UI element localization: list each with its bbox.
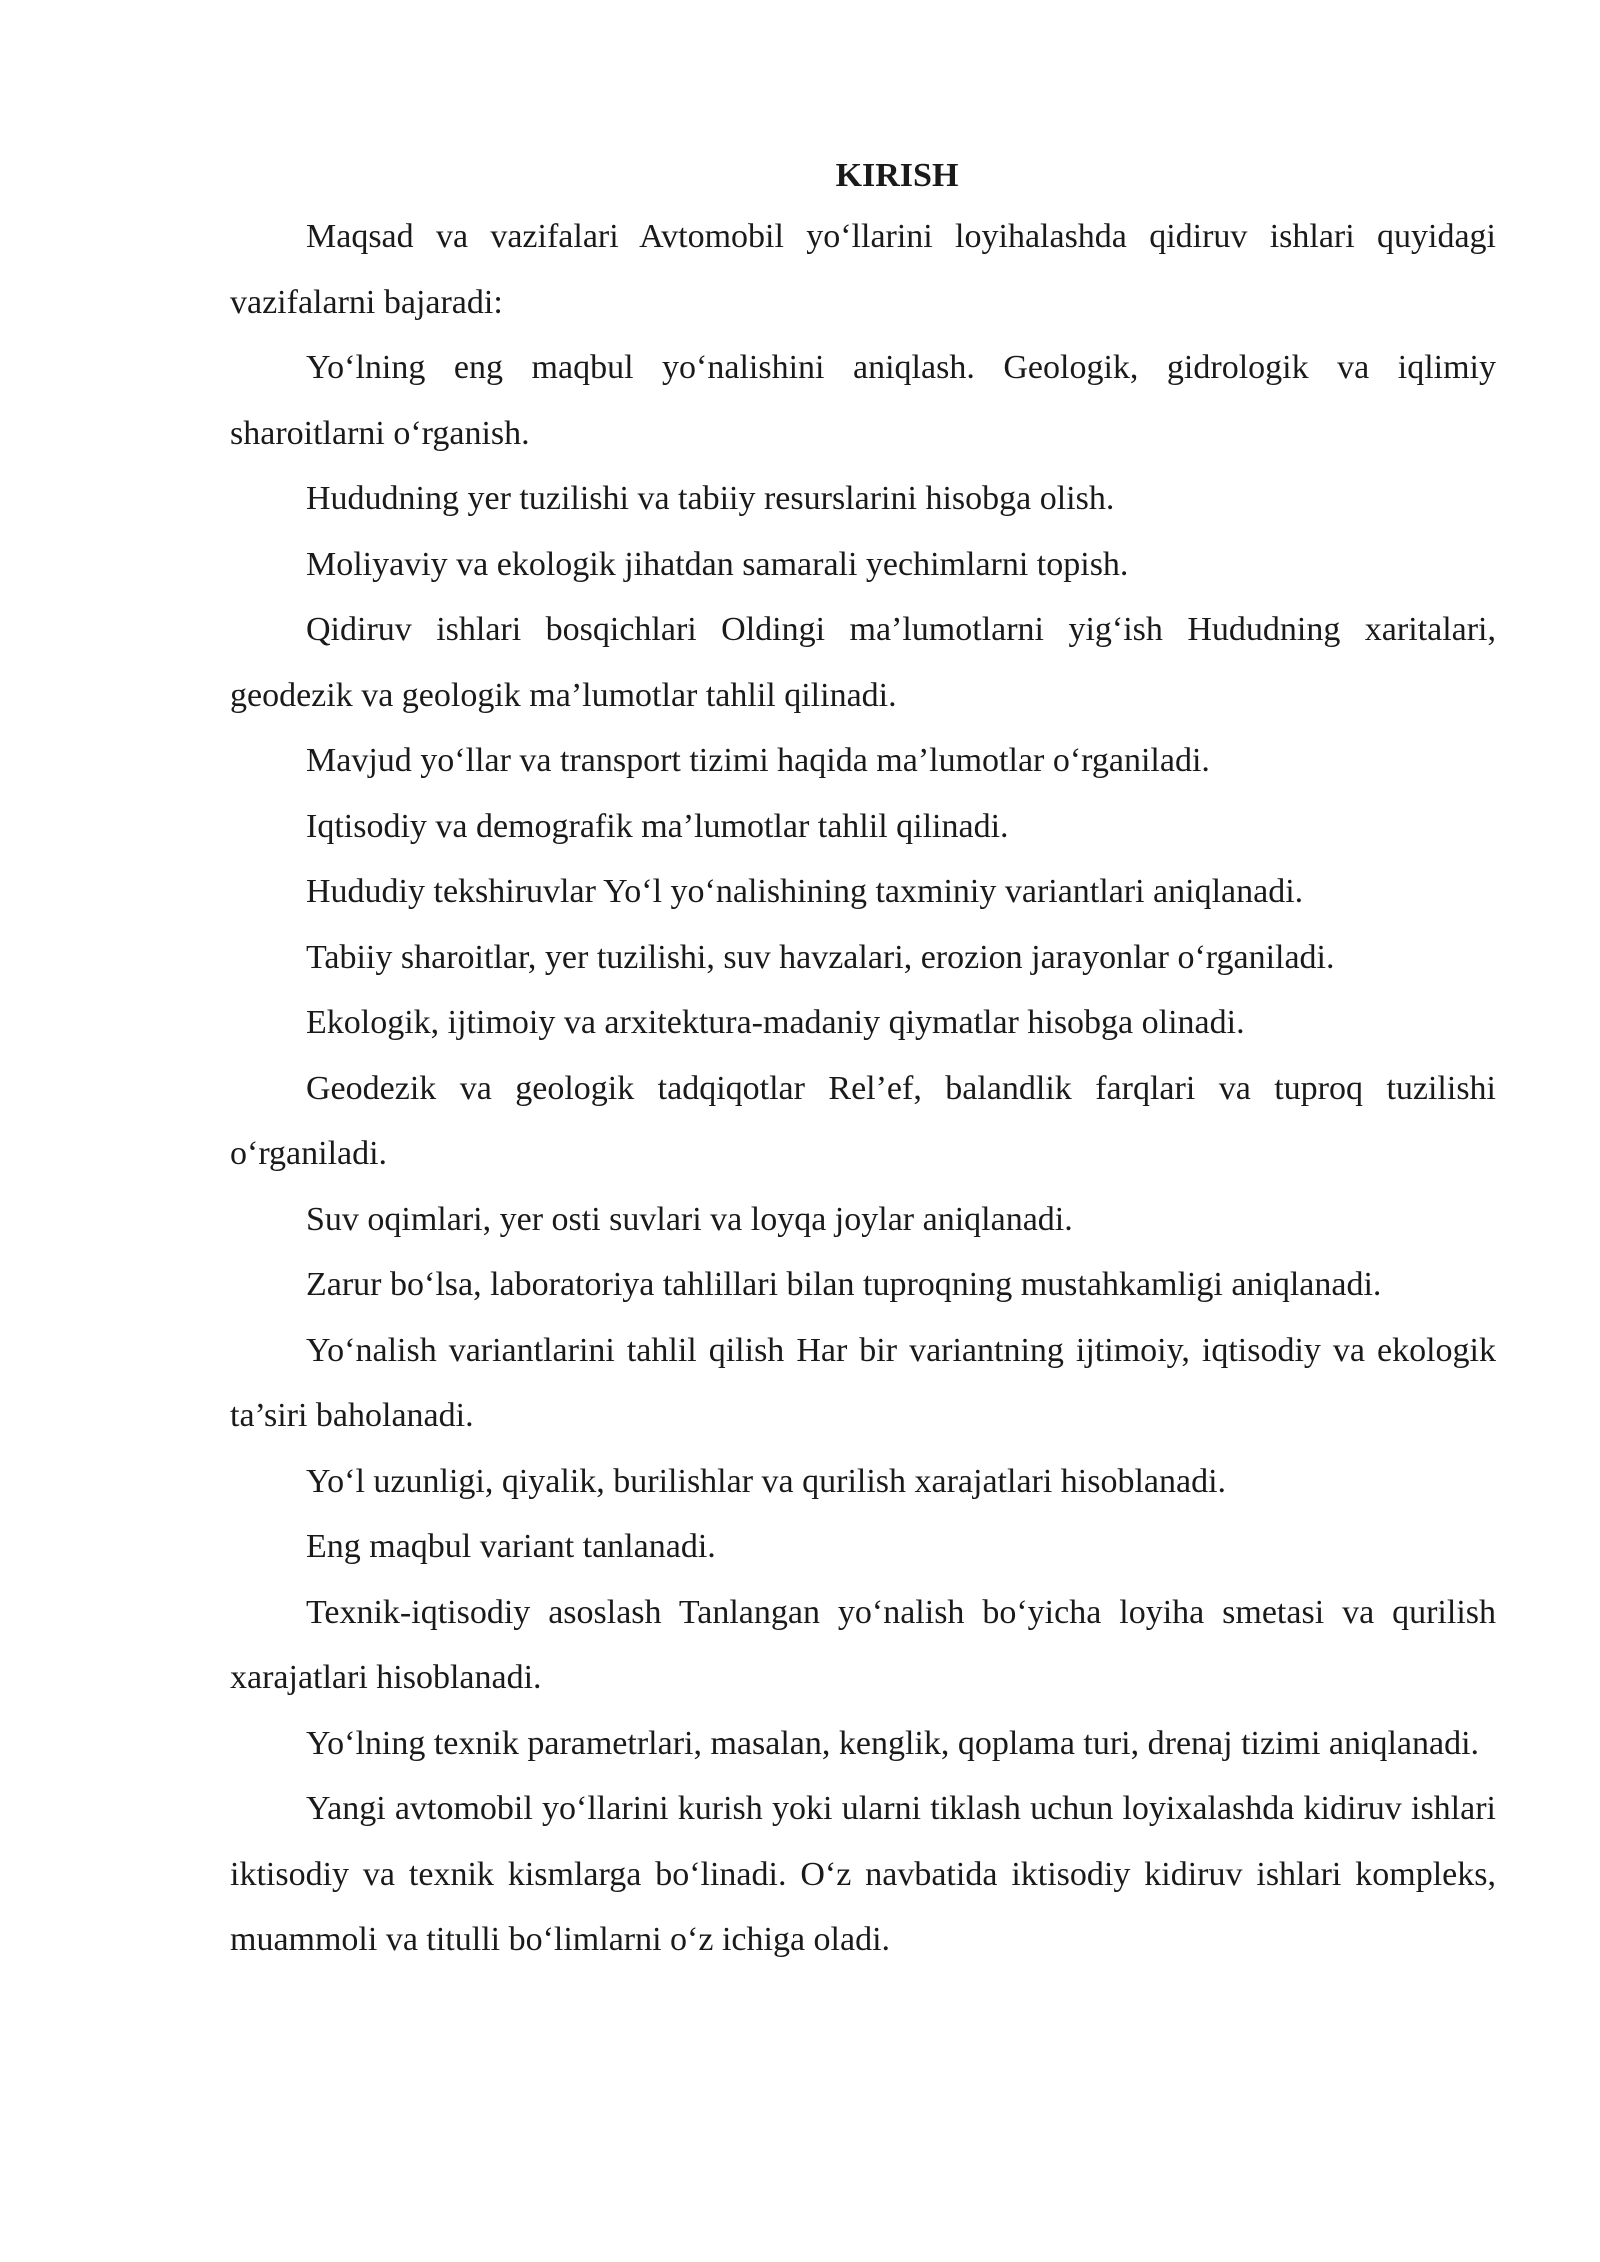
document-body [230, 148, 1496, 1973]
paragraph: Geodezik va geologik tadqiqotlar Rel’ef, balandlik farqlari va tuproq tuzilishi o‘rganiladi. [230, 1069, 1496, 1172]
paragraph: Yo‘nalish variantlarini tahlil qilish Har bir variantning ijtimoiy, iqtisodiy va ekologik ta’siri baholanadi. [230, 1331, 1496, 1434]
paragraph: Eng maqbul variant tanlanadi. [306, 1528, 716, 1565]
paragraph: Tabiiy sharoitlar, yer tuzilishi, suv havzalari, erozion jarayonlar o‘rganiladi. [306, 938, 1335, 976]
paragraph: Yo‘lning texnik parametrlari, masalan, kenglik, qoplama turi, drenaj tizimi aniqlanadi. [306, 1724, 1480, 1762]
paragraph: Suv oqimlari, yer osti suvlari va loyqa joylar aniqlanadi. [306, 1200, 1073, 1238]
paragraph: Ekologik, ijtimoiy va arxitektura-madaniy qiymatlar hisobga olinadi. [306, 1004, 1245, 1041]
paragraph: Qidiruv ishlari bosqichlari Oldingi ma’lumotlarni yig‘ish Hududning xaritalari, geodezik va geologik ma’lumotlar tahlil qilinadi. [230, 611, 1496, 714]
paragraph: Texnik-iqtisodiy asoslash Tanlangan yo‘nalish bo‘yicha loyiha smetasi va qurilish xarajatlari hisoblanadi. [230, 1593, 1496, 1696]
paragraph: Hududiy tekshiruvlar Yo‘l yo‘nalishining taxminiy variantlari aniqlanadi. [306, 873, 1304, 910]
paragraph: Zarur bo‘lsa, laboratoriya tahlillari bilan tuproqning mustahkamligi aniqlanadi. [306, 1266, 1382, 1303]
page-title: KIRISH [835, 157, 959, 194]
paragraph: Mavjud yo‘llar va transport tizimi haqida ma’lumotlar o‘rganiladi. [306, 742, 1210, 779]
paragraph: Yangi avtomobil yo‘llarini kurish yoki ularni tiklash uchun loyixalashda kidiruv ishlari iktisodiy va texnik kismlarga bo‘linadi. O‘z navbatida iktisodiy kidiruv ishlari kompleks, muammoli va titulli bo‘limlarni o‘z ichiga oladi. [230, 1790, 1496, 1958]
paragraph: Iqtisodiy va demografik ma’lumotlar tahlil qilinadi. [306, 807, 1009, 845]
paragraph: Hududning yer tuzilishi va tabiiy resurslarini hisobga olish. [306, 480, 1115, 517]
paragraph: Yo‘l uzunligi, qiyalik, burilishlar va qurilish xarajatlari hisoblanadi. [306, 1462, 1227, 1500]
paragraph: Yo‘lning eng maqbul yo‘nalishini aniqlash. Geologik, gidrologik va iqlimiy sharoitlarni o‘rganish. [230, 349, 1496, 452]
paragraph: Maqsad va vazifalari Avtomobil yo‘llarini loyihalashda qidiruv ishlari quyidagi vazifalarni bajaradi: [230, 218, 1496, 321]
paragraph: Moliyaviy va ekologik jihatdan samarali yechimlarni topish. [306, 545, 1129, 583]
